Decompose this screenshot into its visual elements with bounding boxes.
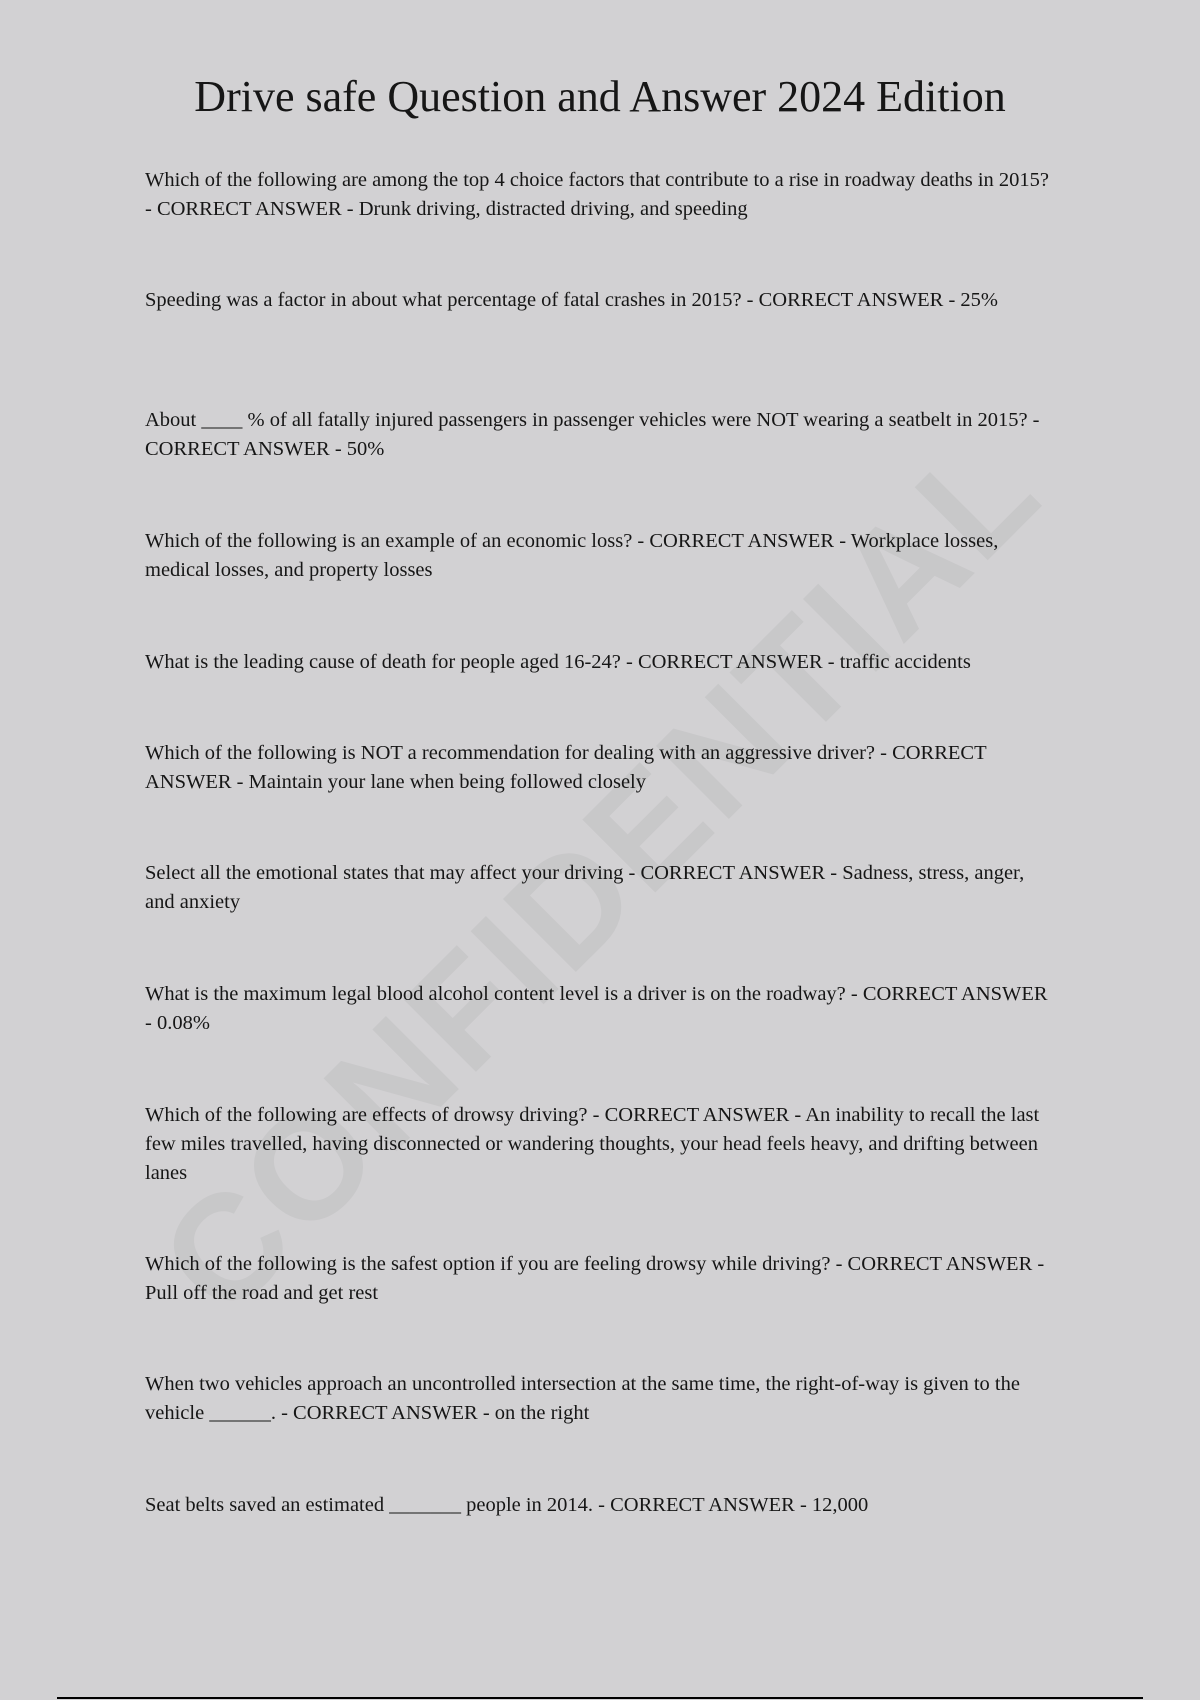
qa-item-10: Which of the following is the safest option if you are feeling drowsy while driving? - CORRECT ANSWER - Pull off the road and get rest xyxy=(145,1253,1045,1304)
qa-item-1: Which of the following are among the top 4 choice factors that contribute to a rise in roadway deaths in 2015? - CORRECT ANSWER - Drunk driving, distracted driving, and speeding xyxy=(145,169,1049,220)
qa-item-2: Speeding was a factor in about what percentage of fatal crashes in 2015? - CORRECT ANSWER - 25% xyxy=(145,289,998,311)
bottom-rule xyxy=(57,1697,1143,1699)
qa-item-4: Which of the following is an example of an economic loss? - CORRECT ANSWER - Workplace losses, medical losses, and property losses xyxy=(145,530,999,581)
qa-item-8: What is the maximum legal blood alcohol content level is a driver is on the roadway? - CORRECT ANSWER - 0.08% xyxy=(145,983,1048,1034)
document-title: Drive safe Question and Answer 2024 Edition xyxy=(194,72,1006,121)
qa-item-12: Seat belts saved an estimated _______ people in 2014. - CORRECT ANSWER - 12,000 xyxy=(145,1494,869,1516)
qa-item-11: When two vehicles approach an uncontrolled intersection at the same time, the right-of-way is given to the vehicle ______. - CORRECT ANSWER - on the right xyxy=(145,1373,1020,1424)
qa-item-7: Select all the emotional states that may affect your driving - CORRECT ANSWER - Sadness, stress, anger, and anxiety xyxy=(145,862,1025,913)
qa-item-5: What is the leading cause of death for people aged 16-24? - CORRECT ANSWER - traffic accidents xyxy=(145,651,971,673)
qa-item-9: Which of the following are effects of drowsy driving? - CORRECT ANSWER - An inability to recall the last few miles travelled, having disconnected or wandering thoughts, your head feels heavy, and drifting between lanes xyxy=(145,1104,1040,1184)
qa-item-6: Which of the following is NOT a recommendation for dealing with an aggressive driver? - CORRECT ANSWER - Maintain your lane when being followed closely xyxy=(145,742,987,793)
qa-item-3: About ____ % of all fatally injured passengers in passenger vehicles were NOT wearing a seatbelt in 2015? - CORRECT ANSWER - 50% xyxy=(145,409,1040,460)
